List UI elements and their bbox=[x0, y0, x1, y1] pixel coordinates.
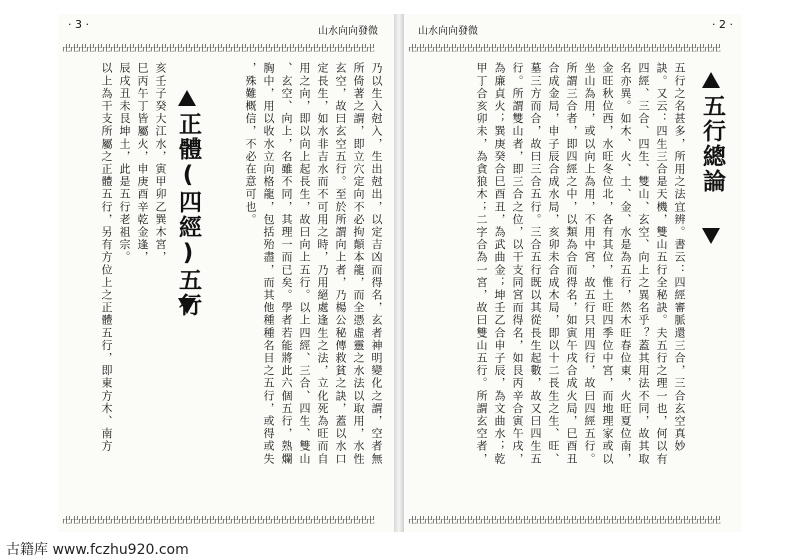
text-column: 以上為干支所屬之正體五行，另有方位上之正體五行，即東方木、南方 bbox=[100, 62, 113, 453]
text-column: 亥壬子癸大江水，寅甲卯乙巽木宮， bbox=[154, 62, 167, 264]
left-bottom-border: 卍卍卍卍卍卍卍卍卍卍卍卍卍卍卍卍卍卍卍卍卍卍卍卍卍卍卍卍卍卍卍卍卍卍卍卍卍卍卍 bbox=[62, 516, 375, 526]
left-body-text bbox=[100, 62, 383, 465]
text-column: 名亦異。如木、火、土、金、水是為五行，然木旺春位東，火旺夏位南， bbox=[619, 62, 632, 466]
left-section-title: 正體(四經)五行 bbox=[175, 112, 201, 318]
text-column: 玄空，故曰玄空五行。至於所謂向上者，乃楊公秘傳救貧之訣，蓋以水口 bbox=[334, 62, 347, 466]
text-column: 墓三方而合，故曰三合五行。三合五行既以其從長生起數，故又曰四生五 bbox=[529, 62, 542, 466]
text-column bbox=[208, 62, 221, 465]
text-column: 胸中，用以收水立向格龍，包括殆盡，而其他種種名目之五行，或得或失 bbox=[262, 62, 275, 466]
text-column: 辰戌丑未艮坤土，此是五行老祖宗。 bbox=[118, 62, 131, 264]
text-column: 所謂三合者，即四經之中，以類為合而得名，如寅午戌合成火局，巳酉丑 bbox=[565, 62, 578, 466]
text-column: 用之向，即以向上起長生，故曰向上五行。以上四經、三合、四生、雙山 bbox=[298, 62, 311, 466]
text-column: 、玄空、向上，名雖不同，其理一而已矣。學者若能將此六個五行，熟爛 bbox=[280, 62, 293, 466]
left-page-number: · 3 · bbox=[68, 18, 89, 31]
left-running-header: 山水向向發微 bbox=[318, 26, 378, 37]
right-body-text bbox=[475, 62, 686, 465]
text-column: 五行之名甚多，所用之法宜辨。書云：四經審脈還三合，三合玄空真妙 bbox=[673, 62, 686, 453]
book-gutter bbox=[394, 14, 404, 532]
right-top-border: 卍卍卍卍卍卍卍卍卍卍卍卍卍卍卍卍卍卍卍卍卍卍卍卍卍卍卍卍卍卍卍卍卍卍卍卍卍卍卍 bbox=[408, 44, 721, 54]
text-column: 四經、三合、四生、雙山、玄空、向上之異名乎？蓋其用法不同，故其取 bbox=[637, 62, 650, 466]
text-column: 乃以生入尅入，生出尅出，以定吉凶而得名，玄者神明變化之謂，空者無 bbox=[370, 62, 383, 466]
text-column: 所倚著之謂，即立穴定向不必拘顛本龍，而全憑虛靈之水法以取用，水性 bbox=[352, 62, 365, 466]
site-watermark: 古籍库 www.fczhu920.com bbox=[6, 542, 189, 558]
title-up-triangle-icon bbox=[178, 90, 196, 106]
left-top-border: 卍卍卍卍卍卍卍卍卍卍卍卍卍卍卍卍卍卍卍卍卍卍卍卍卍卍卍卍卍卍卍卍卍卍卍卍卍卍卍 bbox=[62, 44, 375, 54]
right-bottom-border: 卍卍卍卍卍卍卍卍卍卍卍卍卍卍卍卍卍卍卍卍卍卍卍卍卍卍卍卍卍卍卍卍卍卍卍卍卍卍卍 bbox=[408, 516, 721, 526]
title-up-triangle-icon bbox=[702, 72, 720, 88]
text-column: ，殊難概信，不必在意可也。 bbox=[244, 62, 257, 226]
title-down-triangle-icon bbox=[702, 228, 720, 244]
watermark-bar bbox=[0, 537, 793, 560]
title-down-triangle-icon bbox=[178, 298, 196, 314]
text-column: 訣。又云：四生三合是天機，雙山五行全秘訣。夫五行之理一也，何以有 bbox=[655, 62, 668, 466]
right-running-header: 山水向向發微 bbox=[418, 26, 478, 37]
text-column: 為廉貞火；巽庚癸合巳酉丑，為武曲金；坤壬乙合申子辰，為文曲水；乾 bbox=[493, 62, 506, 466]
text-column bbox=[226, 62, 239, 465]
text-column: 坐山為用，或以向上為用，不用中宮，故五行只用四行，故曰四經五行。 bbox=[583, 62, 596, 466]
text-column: 甲丁合亥卯未，為貪狼木；二字合為一宮，故曰雙山五行。所謂玄空者， bbox=[475, 62, 488, 466]
text-column: 行。所謂雙山者，即三合之位，以干支同宮而得名，如艮丙辛合寅午戌， bbox=[511, 62, 524, 466]
right-page-number: · 2 · bbox=[712, 18, 733, 31]
right-section-title: 五行總論 bbox=[699, 94, 725, 194]
text-column: 巳丙午丁皆屬火，申庚酉辛乾金逢， bbox=[136, 62, 149, 264]
text-column: 金旺秋位西，水旺冬位北，各有其位，惟土旺四季位中宮，而地理家或以 bbox=[601, 62, 614, 466]
text-column: 合成金局，申子辰合成水局，亥卯未合成木局，即以十二長生之生、旺、 bbox=[547, 62, 560, 466]
text-column: 定長生，如水非吉水而不可用之時，乃用絕處逢生之法，立化死為旺而自 bbox=[316, 62, 329, 466]
